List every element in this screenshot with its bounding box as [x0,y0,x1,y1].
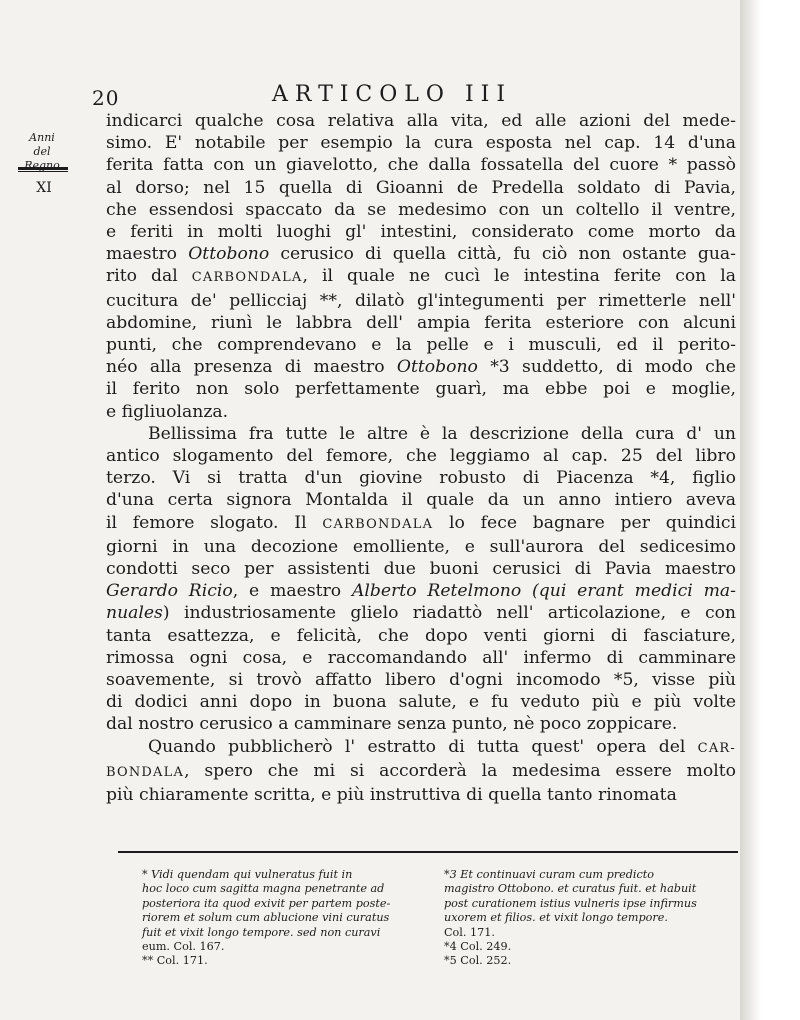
text-line: punti, che comprendevano e la pelle e i musculi, ed il perito- [106,335,736,356]
page-edge-shadow [740,0,770,1020]
small-caps-name: CARBONDALA [322,516,434,532]
text-line: il ferito non solo perfettamente guarì, ma ebbe poi e moglie, [106,379,736,400]
footnote-line: fuit et vixit longo tempore. sed non curavi [142,925,381,939]
footnote-line: *5 Col. 252. [444,954,512,968]
footnotes-right-column [444,868,744,969]
footnote-line: uxorem et filios. et vixit longo tempore. [444,911,668,925]
text-line: e figliuolanza. [106,401,229,422]
footnote-line: Col. 171. [444,925,495,939]
text-line: Bellissima fra tutte le altre è la descrizione della cura d' un [148,423,736,444]
text-line: soavemente, si trovò affatto libero d'ogni incomodo *5, visse più [106,670,736,691]
footnote-rule [118,851,738,853]
text-line: più chiaramente scritta, e più instruttiva di quella tanto rinomata [106,785,677,806]
text-segment: , e maestro [232,581,352,602]
text-line: rimossa ogni cosa, e raccomandando all' infermo di camminare [106,647,736,668]
text-line: terzo. Vi si tratta d'un giovine robusto di Piacenza *4, figlio [106,468,736,489]
footnote-line: *4 Col. 249. [444,940,512,954]
text-line: indicarci qualche cosa relativa alla vita, ed alle azioni del mede- [106,111,736,131]
text-line: al dorso; nel 15 quella di Gioanni de Predella soldato di Pavia, [106,177,736,198]
text-segment: cerusico di quella città, fu ciò non ostante gua- [269,244,736,265]
text-segment: , il quale ne cucì le intestina ferite con la [302,266,736,287]
body-text [106,110,736,806]
footnote-line: *3 Et continuavi curam cum predicto [444,868,654,881]
footnote-line: posteriora ita quod exivit per partem poste- [142,896,391,910]
footnote-line: magistro Ottobono. et curatus fuit. et habuit [444,882,697,896]
text-line: d'una certa signora Montalda il quale da un anno intiero aveva [106,490,736,511]
text-line: cucitura de' pellicciaj **, dilatò gl'integumenti per rimetterle nell' [106,290,736,311]
text-line: di dodici anni dopo in buona salute, e fu veduto più e più volte [106,692,736,713]
running-head: ARTICOLO III [272,82,513,107]
margin-note-line-1: Anni [29,131,55,144]
text-line [106,760,736,784]
text-segment: néo alla presenza di maestro [106,357,397,378]
footnotes-left-column [142,868,432,969]
text-line [106,580,736,602]
italic-text: nuales [106,603,163,624]
text-line: simo. E' notabile per esempio la cura esposta nel cap. 14 d'una [106,133,736,154]
footnote-line: * Vidi quendam qui vulneratus fuit in [142,868,353,881]
italic-text: Ottobono [188,244,270,265]
italic-text: Ottobono [396,357,478,378]
text-line [106,243,736,265]
footnote-line: hoc loco cum sagitta magna penetrante ad [142,882,385,896]
text-line [106,602,736,624]
small-caps-name: CARBONDALA [191,270,303,286]
text-segment: lo fece bagnare per quindici [433,512,737,533]
text-line: che essendosi spaccato da se medesimo con un coltello il ventre, [106,199,736,220]
text-segment: Quando pubblicherò l' estratto di tutta quest' opera del [148,736,698,757]
text-segment: , spero che mi si accorderà la medesima essere molto [184,760,736,781]
text-line [106,265,736,289]
small-caps-name: BONDALA [106,764,185,780]
text-line: antico slogamento del femore, che leggiamo al cap. 25 del libro [106,446,736,467]
text-line: condotti seco per assistenti due buoni cerusici di Pavia maestro [106,559,736,580]
text-line: giorni in una decozione emolliente, e sull'aurora del sedicesimo [106,536,736,557]
footnote-line: riorem et solum cum ablucione vini curatus [142,911,390,925]
margin-rule [18,167,68,172]
text-line: dal nostro cerusico a camminare senza punto, nè poco zoppicare. [106,714,678,735]
italic-text: Alberto Retelmono (qui erant medici ma- [351,581,736,602]
text-line [106,512,736,536]
text-line: abdomine, riunì le labbra dell' ampia ferita esteriore con alcuni [106,312,736,333]
text-segment: maestro [106,244,189,265]
text-line: ferita fatta con un giavelotto, che dalla fossatella del cuore * passò [106,155,736,176]
text-line: tanta esattezza, e felicità, che dopo venti giorni di fasciature, [106,625,736,646]
italic-text: Gerardo Ricio [106,581,233,602]
footnote-line: eum. Col. 167. [142,940,225,954]
text-segment: *3 suddetto, di modo che [477,357,736,378]
text-line: e feriti in molti luoghi gl' intestini, considerato come morto da [106,222,736,243]
text-line [106,356,736,378]
margin-note-line-2: del Regno [24,145,60,172]
footnote-line: ** Col. 171. [142,954,208,968]
small-caps-name: CAR- [697,740,736,756]
text-line [106,736,736,760]
margin-numeral: XI [36,180,52,196]
text-segment: il femore slogato. Il [106,512,323,533]
page-number: 20 [92,86,120,110]
text-segment: ) industriosamente glielo riadattò nell' articolazione, e con [162,603,736,624]
text-segment: rito dal [106,266,192,287]
footnote-line: post curationem istius vulneris ipse infirmus [444,896,697,910]
